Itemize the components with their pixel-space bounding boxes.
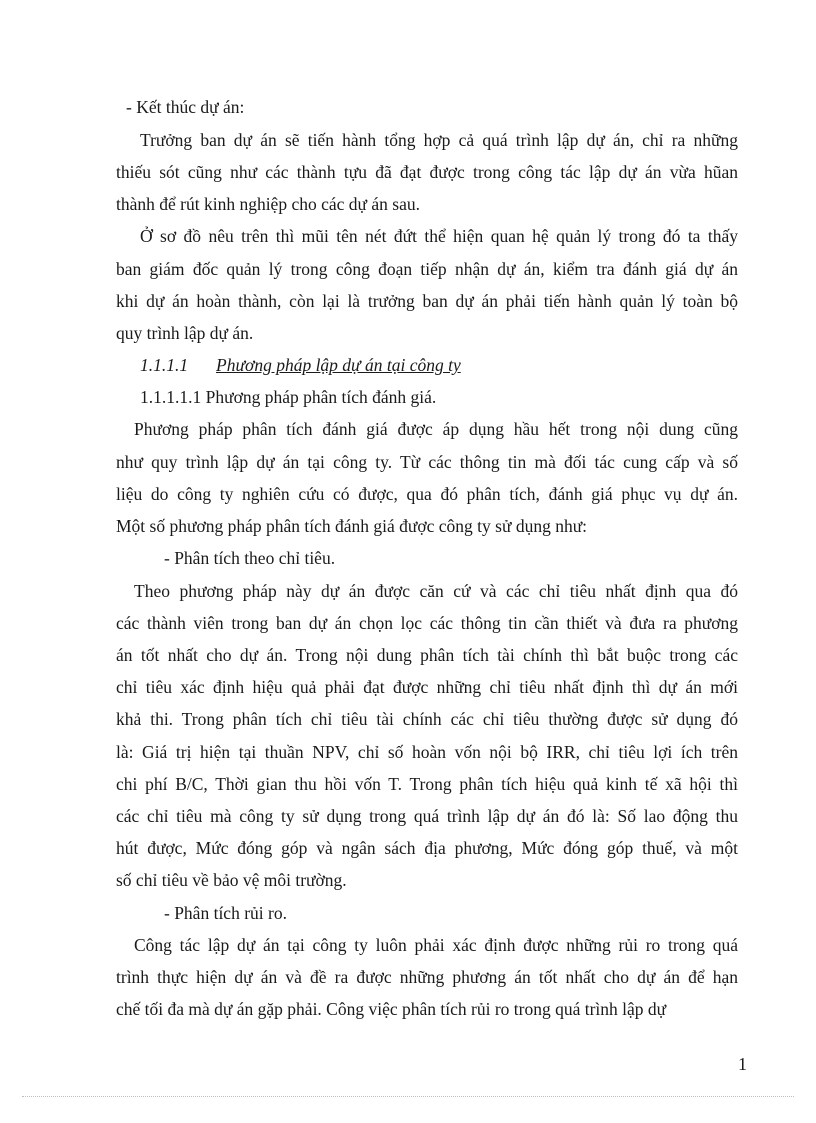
paragraph-line: các thành viên trong ban dự án chọn lọc các thông tin cần thiết và đưa ra phương — [116, 613, 738, 633]
paragraph-line: hút được, Mức đóng góp và ngân sách địa phương, Mức đóng góp thuế, và một — [116, 838, 738, 858]
section-heading-number: 1.1.1.1 — [140, 355, 189, 375]
paragraph-line: quy trình lập dự án. — [116, 323, 254, 343]
paragraph-line: khi dự án hoàn thành, còn lại là trưởng ban dự án phải tiến hành quản lý toàn bộ — [116, 291, 738, 311]
bullet-end-project: - Kết thúc dự án: — [126, 97, 245, 117]
paragraph-line: thiếu sót cũng như các thành tựu đã đạt được trong công tác lập dự án vừa hũan — [116, 162, 738, 182]
page-number: 1 — [738, 1054, 747, 1074]
paragraph-line: Phương pháp phân tích đánh giá được áp dụng hầu hết trong nội dung cũng — [134, 419, 738, 439]
paragraph-line: ban giám đốc quản lý trong công đoạn tiếp nhận dự án, kiểm tra đánh giá dự án — [116, 259, 738, 279]
paragraph-line: Một số phương pháp phân tích đánh giá được công ty sử dụng như: — [116, 516, 588, 536]
paragraph-line: trình thực hiện dự án và đề ra được những phương án tốt nhất cho dự án để hạn — [116, 967, 738, 987]
paragraph-line: chỉ tiêu xác định hiệu quả phải đạt được những chỉ tiêu nhất định thì dự án mới — [116, 677, 738, 697]
paragraph-line: Công tác lập dự án tại công ty luôn phải xác định được những rủi ro trong quá — [134, 935, 738, 955]
paragraph-line: án tốt nhất cho dự án. Trong nội dung phân tích tài chính thì bắt buộc trong các — [116, 645, 738, 665]
paragraph-line: các chỉ tiêu mà công ty sử dụng trong quá trình lập dự án đó là: Số lao động thu — [116, 806, 738, 826]
paragraph-line: thành để rút kinh nghiệp cho các dự án sau. — [116, 194, 420, 214]
paragraph-line: Trưởng ban dự án sẽ tiến hành tổng hợp cả quá trình lập dự án, chỉ ra những — [140, 130, 738, 150]
paragraph-line: như quy trình lập dự án tại công ty. Từ các thông tin mà đối tác cung cấp và số — [116, 452, 738, 472]
subsection-heading: 1.1.1.1.1 Phương pháp phân tích đánh giá. — [140, 387, 437, 407]
paragraph-line: số chỉ tiêu về bảo vệ môi trường. — [116, 870, 347, 890]
paragraph-line: Theo phương pháp này dự án được căn cứ và các chỉ tiêu nhất định qua đó — [134, 581, 738, 601]
paragraph-line: chế tối đa mà dự án gặp phải. Công việc phân tích rủi ro trong quá trình lập dự — [116, 999, 667, 1019]
paragraph-line: chi phí B/C, Thời gian thu hồi vốn T. Trong phân tích hiệu quả kinh tế xã hội thì — [116, 774, 738, 794]
paragraph-line: khả thi. Trong phân tích chỉ tiêu tài chính các chỉ tiêu thường được sử dụng đó — [116, 709, 738, 729]
paragraph-line: liệu do công ty nghiên cứu có được, qua đó phân tích, đánh giá phục vụ dự án. — [116, 484, 738, 504]
bullet-risk-analysis: - Phân tích rủi ro. — [164, 903, 287, 923]
page-bottom-border — [22, 1096, 794, 1097]
paragraph-line: Ở sơ đồ nêu trên thì mũi tên nét đứt thể hiện quan hệ quản lý trong đó ta thấy — [140, 226, 738, 246]
paragraph-line: là: Giá trị hiện tại thuần NPV, chỉ số hoàn vốn nội bộ IRR, chỉ tiêu lợi ích trên — [116, 742, 738, 762]
section-heading-title: Phương pháp lập dự án tại công ty — [216, 355, 461, 375]
bullet-criteria-analysis: - Phân tích theo chỉ tiêu. — [164, 548, 336, 568]
